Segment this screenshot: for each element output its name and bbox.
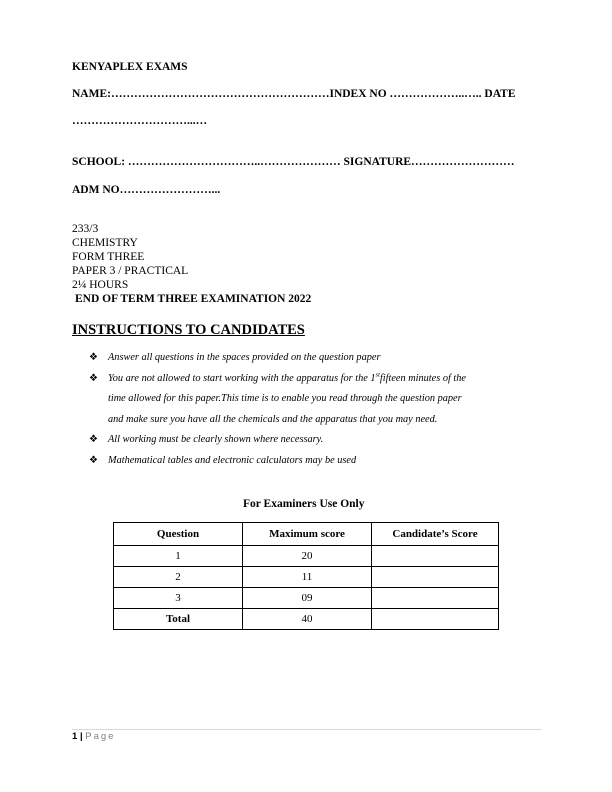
question-cell: 2 [114, 567, 243, 588]
question-cell: 3 [114, 588, 243, 609]
table-row [114, 567, 499, 588]
instructions-heading: INSTRUCTIONS TO CANDIDATES [72, 322, 305, 338]
page-number: 1 [72, 731, 78, 742]
max-score-cell: 20 [243, 546, 372, 567]
adm-no-line: ADM NO……………………... [72, 184, 221, 196]
diamond-bullet-icon: ❖ [89, 454, 98, 466]
paper-type: PAPER 3 / PRACTICAL [72, 265, 189, 277]
table-row [114, 546, 499, 567]
list-item-continuation [89, 389, 549, 410]
diamond-bullet-icon: ❖ [89, 352, 98, 363]
candidate-score-cell[interactable] [372, 567, 499, 588]
candidate-score-cell[interactable] [372, 588, 499, 609]
diamond-bullet-icon: ❖ [89, 372, 98, 384]
list-item [89, 348, 549, 369]
school-signature-line: SCHOOL: ……………………………..………………… SIGNATURE……………………… [72, 156, 515, 168]
table-row-total [114, 609, 499, 630]
table-row [114, 588, 499, 609]
instruction-text: All working must be clearly shown where necessary. [108, 434, 324, 446]
instruction-text: and make sure you have all the chemicals and the apparatus that you may need. [108, 413, 438, 425]
list-item-continuation [89, 410, 549, 431]
exam-title: END OF TERM THREE EXAMINATION 2022 [75, 293, 312, 305]
exam-org: KENYAPLEX EXAMS [72, 61, 188, 73]
table-header-row [114, 523, 499, 546]
instruction-text: time allowed for this paper.This time is to enable you read through the question paper [108, 393, 462, 405]
instructions-list [89, 348, 549, 472]
paper-form: FORM THREE [72, 251, 145, 263]
header-maximum-score: Maximum score [243, 523, 372, 546]
question-cell: 1 [114, 546, 243, 567]
diamond-bullet-icon: ❖ [89, 434, 98, 446]
page-label: Page [85, 731, 116, 742]
list-item [89, 369, 549, 390]
max-score-cell: 09 [243, 588, 372, 609]
instruction-text: You are not allowed to start working with the apparatus for the 1 [108, 372, 376, 384]
paper-code: 233/3 [72, 223, 99, 235]
max-score-total-cell: 40 [243, 609, 372, 630]
max-score-cell: 11 [243, 567, 372, 588]
superscript-st: st [375, 371, 380, 379]
list-item [89, 451, 549, 472]
candidate-score-total-cell[interactable] [372, 609, 499, 630]
page-footer [72, 731, 115, 742]
footer-divider [72, 729, 542, 730]
header-candidates-score: Candidate’s Score [372, 523, 499, 546]
score-table [113, 522, 499, 630]
total-label-cell: Total [114, 609, 243, 630]
paper-subject: CHEMISTRY [72, 237, 138, 249]
instruction-text-cont: fifteen minutes of the [379, 372, 466, 384]
instruction-text: Mathematical tables and electronic calculators may be used [108, 454, 357, 466]
instruction-text: Answer all questions in the spaces provided on the question paper [108, 352, 381, 363]
footer-separator: | [79, 731, 83, 742]
header-question: Question [114, 523, 243, 546]
table-caption: For Examiners Use Only [243, 498, 365, 510]
name-index-date-line: NAME:…………………………………………………INDEX NO ………………..….. DATE [72, 88, 516, 100]
date-fill-line: …………………………...… [72, 115, 208, 127]
paper-duration: 2¼ HOURS [72, 279, 129, 291]
list-item [89, 430, 549, 451]
candidate-score-cell[interactable] [372, 546, 499, 567]
